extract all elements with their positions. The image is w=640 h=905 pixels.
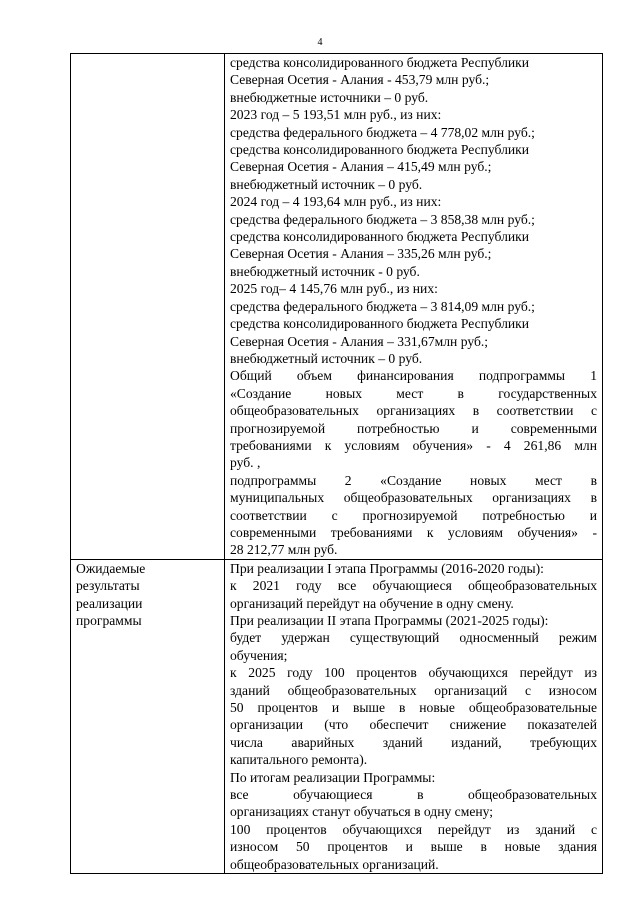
results-line: организациях станут обучаться в одну смену; bbox=[230, 804, 494, 820]
financing-line: муниципальных общеобразовательных организациях в bbox=[230, 490, 597, 506]
financing-line: средства федерального бюджета – 3 858,38 млн руб.; bbox=[230, 211, 535, 227]
financing-line: внебюджетный источник - 0 руб. bbox=[230, 263, 420, 279]
results-line: зданий общеобразовательных организаций с износом bbox=[230, 682, 597, 698]
expected-results-text bbox=[225, 560, 602, 873]
results-line: к 2025 году 100 процентов обучающихся перейдут из bbox=[230, 665, 597, 681]
financing-line: подпрограммы 2 «Создание новых мест в bbox=[230, 472, 597, 488]
results-line: общеобразовательных организаций. bbox=[230, 856, 439, 872]
label-line: реализации bbox=[76, 595, 143, 611]
label-line: результаты bbox=[76, 578, 140, 594]
label-line: программы bbox=[76, 613, 142, 628]
results-line: все обучающиеся в общеобразовательных bbox=[230, 787, 597, 803]
financing-line: Северная Осетия - Алания - 453,79 млн руб.; bbox=[230, 72, 490, 88]
results-line: По итогам реализации Программы: bbox=[230, 769, 436, 785]
financing-line: Северная Осетия - Алания – 335,26 млн руб.; bbox=[230, 246, 492, 262]
results-line: будет удержан существующий односменный режим bbox=[230, 630, 597, 646]
financing-line: «Создание новых мест в государственных bbox=[230, 385, 597, 401]
results-line: 50 процентов и выше в новые общеобразовательные bbox=[230, 700, 597, 716]
results-line: износом 50 процентов и выше в новые здания bbox=[230, 839, 597, 855]
results-line: к 2021 году все обучающиеся общеобразовательных bbox=[230, 578, 597, 594]
row1-label-cell bbox=[71, 54, 225, 560]
financing-line: прогнозируемой потребностью и современными bbox=[230, 420, 597, 436]
financing-line: средства федерального бюджета – 4 778,02 млн руб.; bbox=[230, 124, 535, 140]
results-line: 100 процентов обучающихся перейдут из зданий с bbox=[230, 821, 597, 837]
financing-line: средства консолидированного бюджета Республики bbox=[230, 229, 530, 245]
results-line: числа аварийных зданий изданий, требующих bbox=[230, 734, 597, 750]
page-number: 4 bbox=[317, 37, 323, 48]
financing-line: внебюджетный источник – 0 руб. bbox=[230, 350, 423, 366]
financing-line: средства консолидированного бюджета Республики bbox=[230, 142, 530, 158]
financing-line: Северная Осетия - Алания – 415,49 млн руб.; bbox=[230, 159, 492, 175]
results-line: организации (что обеспечит снижение показателей bbox=[230, 717, 597, 733]
results-line: обучения; bbox=[230, 647, 288, 663]
financing-line: общеобразовательных организациях в соответствии с bbox=[230, 403, 597, 419]
results-line: При реализации I этапа Программы (2016-2020 годы): bbox=[230, 560, 544, 576]
table-row-expected-results bbox=[71, 559, 603, 873]
financing-line: средства консолидированного бюджета Республики bbox=[230, 316, 530, 332]
financing-line: соответствии с прогнозируемой потребностью и bbox=[230, 507, 597, 523]
expected-results-label bbox=[71, 560, 224, 630]
results-line: капитального ремонта). bbox=[230, 752, 368, 768]
row2-label-cell bbox=[71, 559, 225, 873]
row2-content-cell bbox=[225, 559, 603, 873]
financing-line: средства консолидированного бюджета Республики bbox=[230, 55, 530, 70]
financing-line: внебюджетные источники – 0 руб. bbox=[230, 89, 429, 105]
financing-line: 28 212,77 млн руб. bbox=[230, 542, 338, 558]
financing-line: 2023 год – 5 193,51 млн руб., из них: bbox=[230, 107, 442, 123]
results-line: организаций перейдут на обучение в одну смену. bbox=[230, 595, 514, 611]
financing-line: 2024 год – 4 193,64 млн руб., из них: bbox=[230, 194, 442, 210]
passport-table bbox=[70, 53, 603, 874]
financing-line: Общий объем финансирования подпрограммы 1 bbox=[230, 368, 597, 384]
table-row-financing bbox=[71, 54, 603, 560]
financing-line: внебюджетный источник – 0 руб. bbox=[230, 176, 423, 192]
label-line: Ожидаемые bbox=[76, 560, 146, 576]
financing-line: современными требованиями к условиям обучения» - bbox=[230, 524, 597, 540]
results-line: При реализации II этапа Программы (2021-2025 годы): bbox=[230, 613, 549, 628]
financing-line: Северная Осетия - Алания – 331,67млн руб.; bbox=[230, 333, 489, 349]
financing-line: средства федерального бюджета – 3 814,09 млн руб.; bbox=[230, 298, 535, 314]
financing-line: требованиями к условиям обучения» - 4 261,86 млн bbox=[230, 437, 597, 453]
financing-line: 2025 год– 4 145,76 млн руб., из них: bbox=[230, 281, 438, 297]
row1-content-cell bbox=[225, 54, 603, 560]
financing-line: руб. , bbox=[230, 455, 261, 471]
financing-text bbox=[225, 54, 602, 559]
